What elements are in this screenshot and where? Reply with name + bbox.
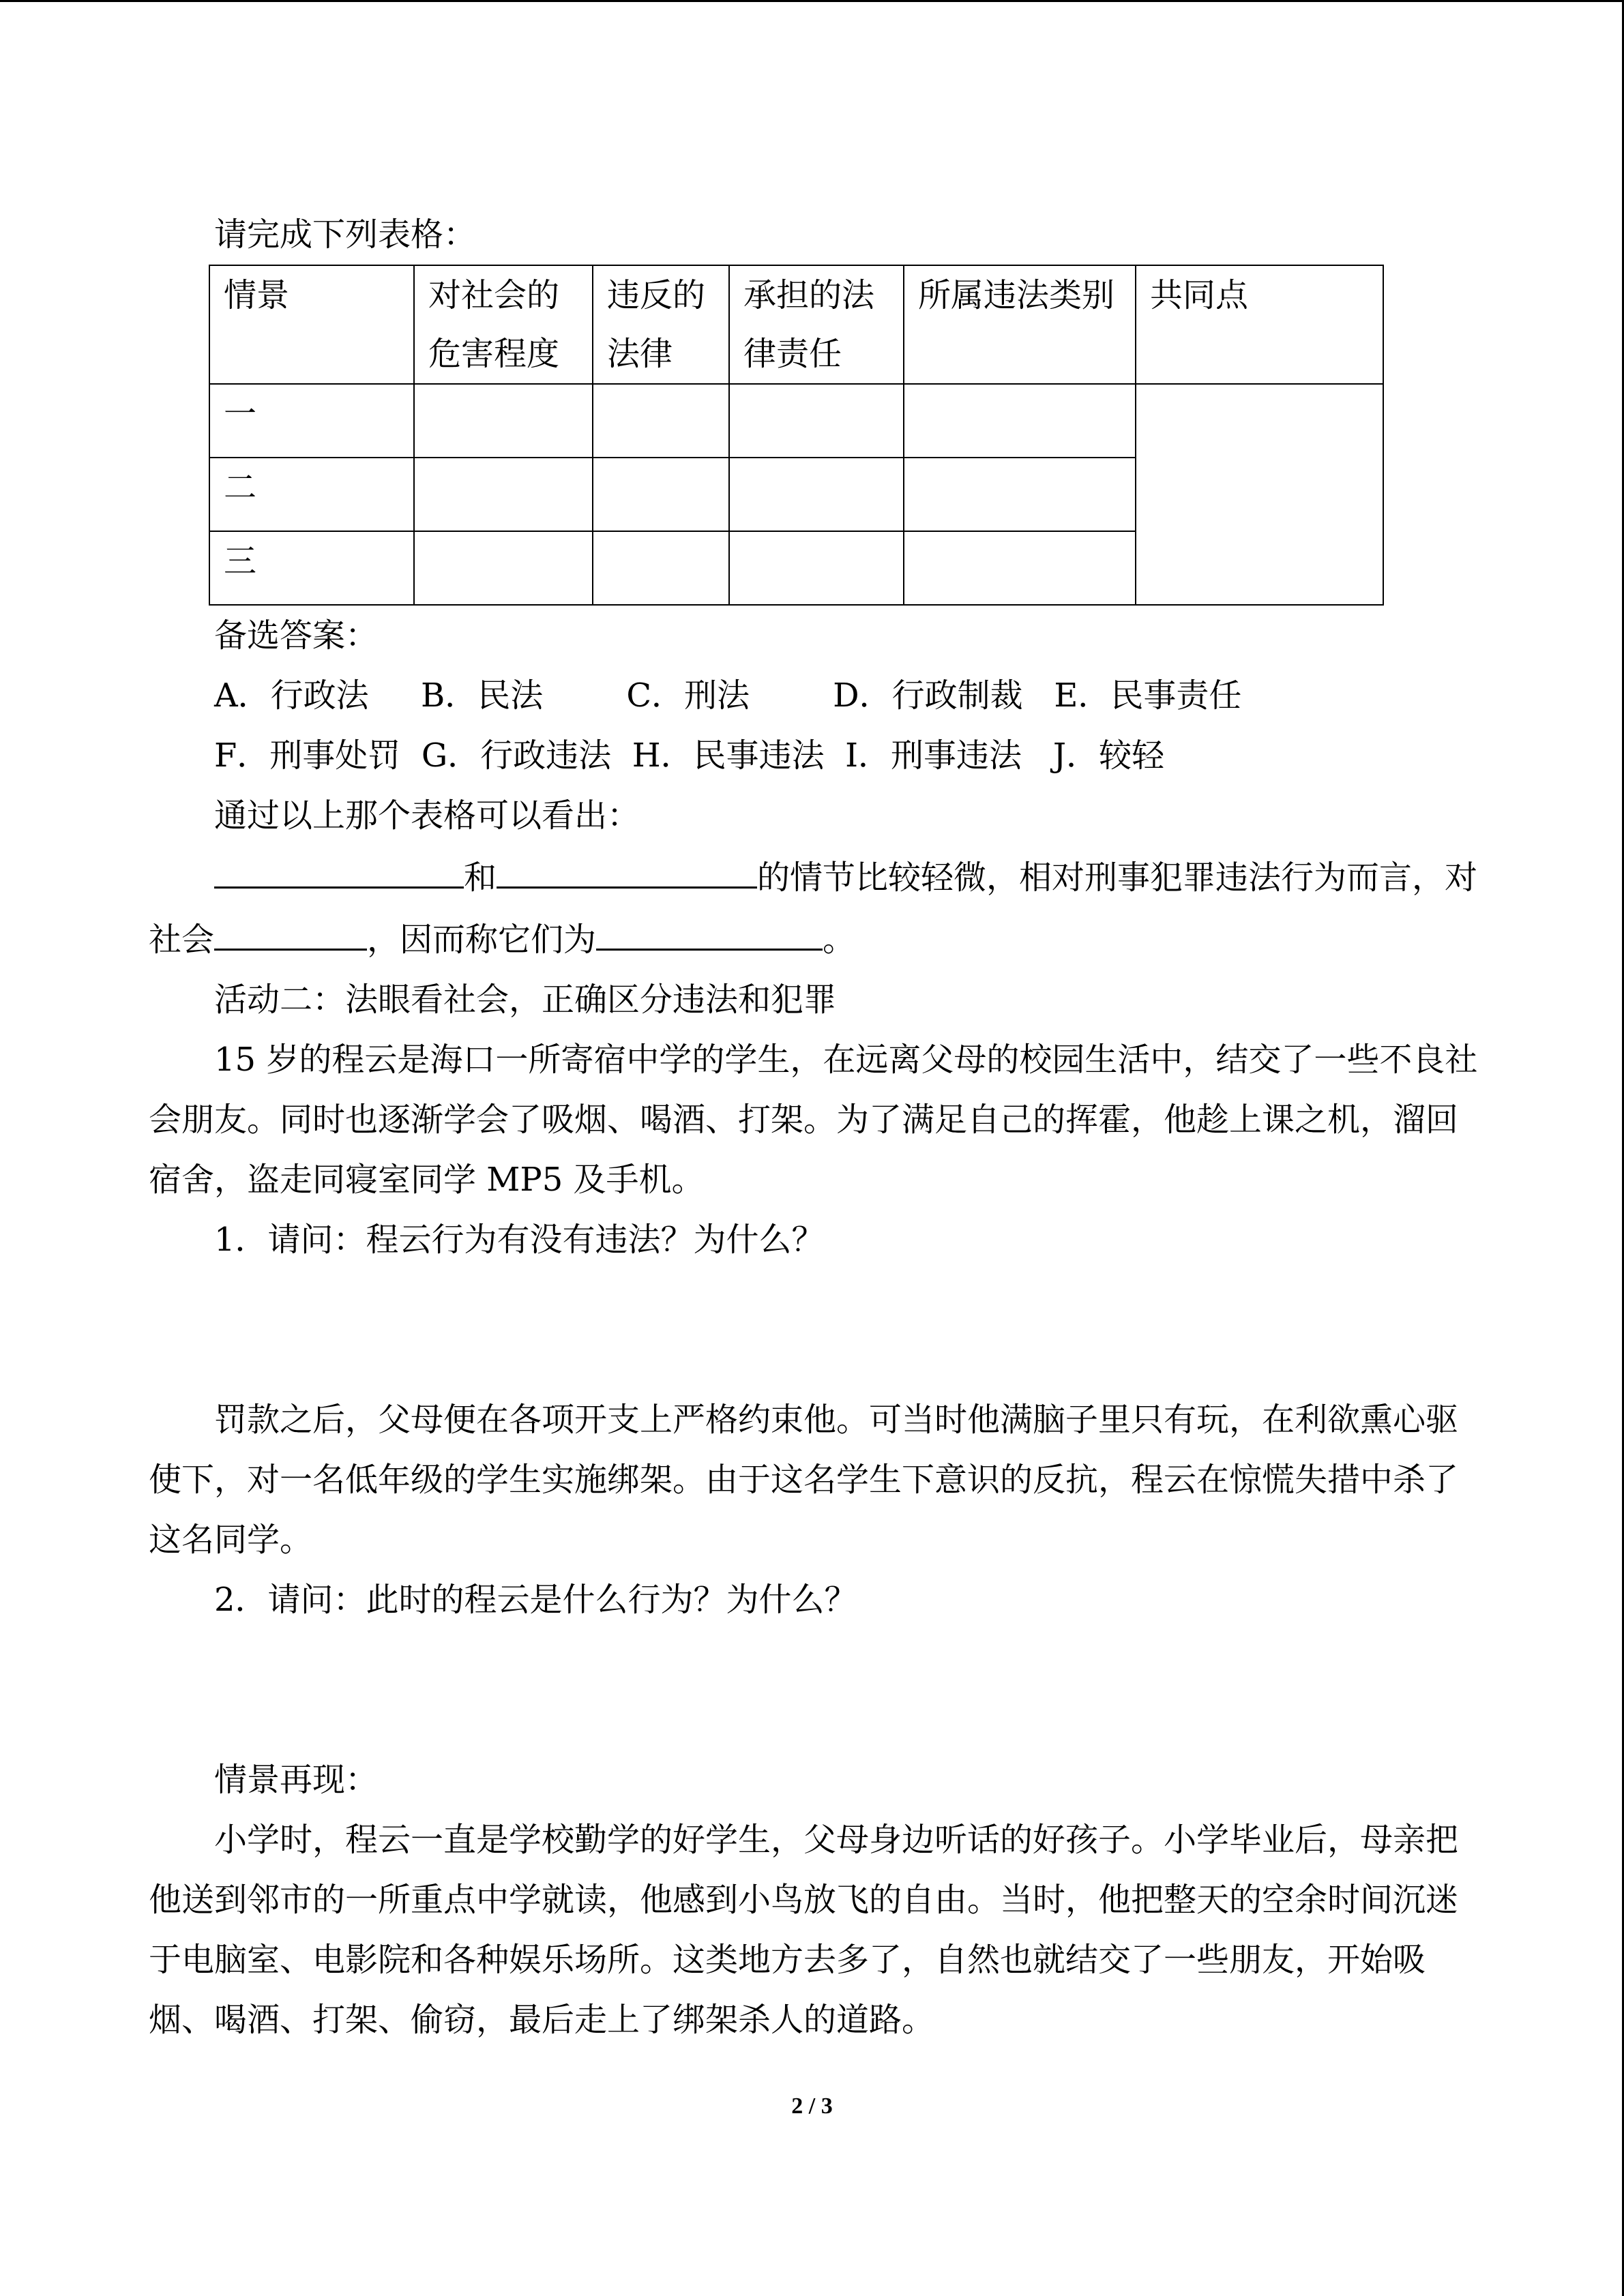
activity-2-title: 活动二：法眼看社会，正确区分违法和犯罪 bbox=[214, 981, 837, 1019]
answer-cell[interactable] bbox=[904, 458, 1136, 531]
story-paragraph-2: 罚款之后，父母便在各项开支上严格约束他。可当时他满脑子里只有玩，在利欲熏心驱使下，对一名低年级的学生实施绑架。由于这名学生下意识的反抗，程云在惊慌失措中杀了这名同学。 bbox=[149, 1401, 1459, 1559]
header-harm-level: 对社会的 危害程度 bbox=[414, 265, 593, 384]
scene-title: 情景再现： bbox=[214, 1761, 379, 1799]
blank-4[interactable] bbox=[596, 908, 823, 951]
answer-cell[interactable] bbox=[729, 531, 904, 605]
options-line-2 bbox=[214, 726, 1479, 786]
table-intro: 请完成下列表格： bbox=[214, 215, 477, 254]
options-line-1 bbox=[214, 666, 1479, 726]
conclusion-intro: 通过以上那个表格可以看出： bbox=[214, 796, 640, 835]
options-title: 备选答案： bbox=[214, 616, 379, 655]
fill-blank-line-1: 和 的情节比较轻微，相对刑事犯罪违法行为而言，对 bbox=[149, 846, 1479, 908]
option-g: G．行政违法 bbox=[421, 736, 612, 775]
row-label: 一 bbox=[209, 384, 414, 458]
answer-cell[interactable] bbox=[593, 384, 729, 458]
answer-cell[interactable] bbox=[729, 384, 904, 458]
answer-table bbox=[209, 265, 1384, 606]
option-a: A．行政法 bbox=[214, 676, 369, 715]
answer-space-2[interactable] bbox=[149, 1630, 1479, 1750]
table-row bbox=[209, 384, 1383, 458]
story-paragraph-3: 小学时，程云一直是学校勤学的好学生，父母身边听话的好孩子。小学毕业后，母亲把他送到邻市的一所重点中学就读，他感到小鸟放飞的自由。当时，他把整天的空余时间沉迷于电脑室、电影院和各种娱乐场所。这类地方去多了，自然也就结交了一些朋友，开始吸烟、喝酒、打架、偷窃，最后走上了绑架杀人的道路。 bbox=[149, 1821, 1459, 2039]
option-f: F．刑事处罚 bbox=[214, 736, 401, 775]
option-j: J．较轻 bbox=[1052, 736, 1165, 775]
answer-cell[interactable] bbox=[414, 531, 593, 605]
answer-cell[interactable] bbox=[593, 531, 729, 605]
header-violated-law: 违反的 法律 bbox=[593, 265, 729, 384]
option-d: D．行政制裁 bbox=[833, 676, 1023, 715]
answer-cell[interactable] bbox=[414, 458, 593, 531]
question-2: 2．请问：此时的程云是什么行为？为什么？ bbox=[214, 1581, 857, 1619]
answer-space-1[interactable] bbox=[149, 1270, 1479, 1390]
row-label: 二 bbox=[209, 458, 414, 531]
table-header-row bbox=[209, 265, 1383, 384]
answer-cell[interactable] bbox=[904, 384, 1136, 458]
blank-2[interactable] bbox=[497, 846, 757, 889]
fill-blank-line-2: 社会 ，因而称它们为 。 bbox=[149, 908, 1479, 970]
question-1: 1．请问：程云行为有没有违法？为什么？ bbox=[214, 1221, 825, 1259]
option-e: E．民事责任 bbox=[1054, 676, 1242, 715]
page-number: 2 / 3 bbox=[791, 2093, 833, 2119]
answer-cell[interactable] bbox=[414, 384, 593, 458]
answer-cell[interactable] bbox=[593, 458, 729, 531]
story-paragraph-1: 15 岁的程云是海口一所寄宿中学的学生，在远离父母的校园生活中，结交了一些不良社会朋友。同时也逐渐学会了吸烟、喝酒、打架。为了满足自己的挥霍，他趁上课之机，溜回宿舍，盗走同寝室同学 MP5 及手机。 bbox=[149, 1041, 1478, 1199]
header-legal-liability: 承担的法 律责任 bbox=[729, 265, 904, 384]
document-page bbox=[149, 205, 1479, 2050]
header-violation-type: 所属违法类别 bbox=[904, 265, 1136, 384]
common-point-cell[interactable] bbox=[1136, 384, 1383, 605]
header-common-point: 共同点 bbox=[1136, 265, 1383, 384]
top-border-line bbox=[0, 0, 1624, 2]
option-h: H．民事违法 bbox=[632, 736, 825, 775]
option-c: C．刑法 bbox=[626, 676, 750, 715]
blank-1[interactable] bbox=[214, 846, 464, 889]
blank-3[interactable] bbox=[214, 908, 367, 951]
answer-cell[interactable] bbox=[904, 531, 1136, 605]
option-i: I．刑事违法 bbox=[845, 736, 1022, 775]
option-b: B．民法 bbox=[420, 676, 544, 715]
answer-cell[interactable] bbox=[729, 458, 904, 531]
header-scene: 情景 bbox=[209, 265, 414, 384]
row-label: 三 bbox=[209, 531, 414, 605]
